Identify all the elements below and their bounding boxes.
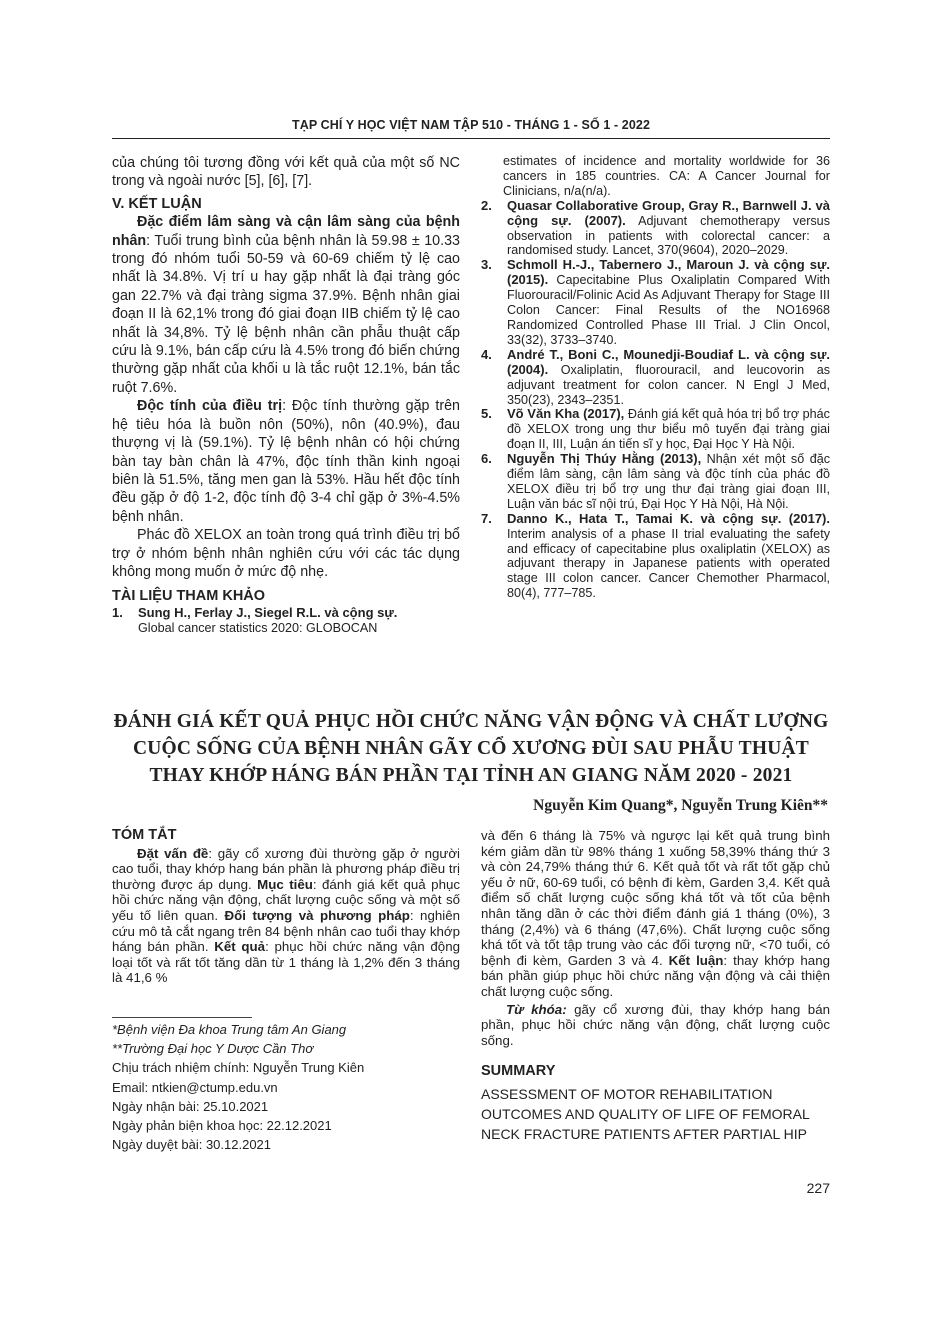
footnotes — [112, 1020, 460, 1154]
abstract-para — [112, 846, 460, 986]
header-rule — [112, 138, 830, 139]
reference-text: Capecitabine Plus Oxaliplatin Compared With Fluorouracil/Folinic Acid As Adjuvant Therapy for Stage III Colon Cancer: Final Results of the NO16968 Randomized Controlled Phase III Trial. J Clin Oncol, 33(32), 3733–3740. — [507, 273, 830, 347]
reference-text: Oxaliplatin, fluorouracil, and leucovorin as adjuvant treatment for colon cancer. N Engl J Med, 350(23), 2343–2351. — [507, 362, 830, 407]
reference-authors: Quasar Collaborative Group, Gray R., Barnwell J. và cộng sự. (2007). — [507, 197, 830, 228]
reference-text: Nhận xét một số đặc điểm lâm sàng, cận lâm sàng và độc tính của phác đồ XELOX điều trị bổ trợ ung thư đại tràng giai đoạn III, Luận văn bác sĩ nội trú, Đại Học Y Hà Nội, Hà Nội. — [507, 452, 830, 511]
reference-number: 1. — [112, 604, 123, 620]
footnote-reviewed: Ngày phản biện khoa học: 22.12.2021 — [112, 1118, 332, 1134]
reference-item — [481, 258, 830, 347]
reference-authors: Nguyễn Thị Thúy Hằng (2013), — [507, 451, 702, 467]
para2-lead: Độc tính của điều trị — [137, 398, 283, 415]
summary-title: ASSESSMENT OF MOTOR REHABILITATION OUTCOMES AND QUALITY OF LIFE OF FEMORAL NECK FRACTURE PATIENTS AFTER PARTIAL HIP — [481, 1086, 810, 1142]
abstract-results-cont: và đến 6 tháng là 75% và ngược lại kết quả trung bình kém giảm dần từ 98% tháng 1 xuống 58,39% tháng thứ 3 và còn 24,79% tháng thứ 6. Kết quả tốt và rất tốt gặp chủ yếu ở nữ, 60-69 tuổi, có bệnh đi kèm, Garden 3,4. Kết quả điểm số chất lượng cuộc sống khá tốt và tốt của bệnh nhân tăng dần ở các thời điểm đánh giá 1 tháng (0%), 3 tháng (2,4%) và 6 tháng (47,6%). Chất lượng cuộc sống khá tốt và tốt tập trung vào các đối tượng nữ, <70 tuổi, có bệnh đi kèm, Garden 3 và 4. — [481, 828, 830, 968]
abstract-label-objective: Mục tiêu — [257, 876, 313, 892]
reference-text: Adjuvant chemotherapy versus observation in patients with colorectal cancer: a randomised study. Lancet, 370(9604), 2020–2029. — [507, 213, 830, 258]
reference-number: 3. — [481, 257, 492, 273]
reference-authors: Võ Văn Kha (2017), — [507, 406, 625, 422]
references-heading: TÀI LIỆU THAM KHẢO — [112, 588, 266, 605]
reference-number: 4. — [481, 346, 492, 362]
continuation-text: của chúng tôi tương đồng với kết quả của một số NC trong và ngoài nước [5], [6], [7]. — [112, 155, 460, 190]
reference-number: 6. — [481, 451, 492, 467]
reference-authors: Schmoll H.-J., Tabernero J., Maroun J. và cộng sự. (2015). — [507, 257, 830, 288]
reference-item — [481, 348, 830, 408]
reference-item — [112, 606, 460, 636]
abstract-label-background: Đặt vấn đề — [137, 845, 209, 861]
abstract-text-methods: : nghiên cứu mô tả cắt ngang trên 84 bệnh nhân cao tuổi thay khớp háng bán phần. — [112, 907, 460, 955]
para2-text: : Độc tính thường gặp trên hệ tiêu hóa là buồn nôn (50%), nôn (40.9%), đau thượng vị là (59.1%). Tỷ lệ bệnh nhân có hội chứng bàn tay bàn chân là 47%, độc tính thần kinh ngoại biên là 51.5%, tăng men gan là 53%. Hầu hết độc tính đều gặp ở độ 1-2, độc tính độ 3-4 chỉ gặp ở 3%-4.5% bệnh nhân. — [112, 398, 461, 525]
reference-text: Global cancer statistics 2020: GLOBOCAN — [138, 620, 378, 635]
reference-item — [481, 407, 830, 452]
abstract-continuation — [481, 828, 830, 1000]
conclusion-para-2 — [112, 397, 460, 526]
abstract-left — [112, 828, 460, 986]
footnote-accepted: Ngày duyệt bài: 30.12.2021 — [112, 1137, 272, 1153]
section-heading-conclusion: V. KẾT LUẬN — [112, 195, 202, 212]
conclusion-para-1 — [112, 213, 460, 397]
footnote-received: Ngày nhận bài: 25.10.2021 — [112, 1098, 269, 1114]
para1-text: : Tuổi trung bình của bệnh nhân là 59.98 ± 10.33 trong đó nhóm tuổi 50-59 và 60-69 chiếm tỷ lệ cao nhất là 34.8%. Vị trí u hay gặp nhất là đại tràng góc gan 22.7% và đại tràng sigma 37.9%. Bệnh nhân giai đoạn II là 62,1% trong đó giai đoạn IIB chiếm tỷ lệ cao nhất là 34,8%. Tỷ lệ bệnh nhân cần phẫu thuật cấp cứu là 9.1%, bán cấp cứu là 4.5% trong đó biến chứng thường gặp nhất của khối u là tắc ruột 12.1%, bán tắc ruột 7.6%. — [112, 232, 460, 396]
footnote-rule — [112, 1017, 252, 1018]
reference-text: Đánh giá kết quả hóa trị bổ trợ phác đồ XELOX trong ung thư biểu mô tuyến đại tràng giai đoạn II, III, Luận án tiến sĩ y học, Đại Học Y Hà Nội. — [507, 407, 830, 452]
journal-header: TẠP CHÍ Y HỌC VIỆT NAM TẬP 510 - THÁNG 1 - SỐ 1 - 2022 — [291, 118, 651, 132]
reference-continuation: estimates of incidence and mortality worldwide for 36 cancers in 185 countries. CA: A Cancer Journal for Clinicians, n/a(n/a). — [503, 154, 830, 198]
conclusion-para-3: Phác đồ XELOX an toàn trong quá trình điều trị bổ trợ ở nhóm bệnh nhân nghiên cứu với các tác dụng không mong muốn ở mức độ nhẹ. — [112, 527, 460, 580]
article-title: ĐÁNH GIÁ KẾT QUẢ PHỤC HỒI CHỨC NĂNG VẬN ĐỘNG VÀ CHẤT LƯỢNG CUỘC SỐNG CỦA BỆNH NHÂN GÃY CỔ XƯƠNG ĐÙI SAU PHẪU THUẬT THAY KHỚP HÁNG BÁN PHẦN TẠI TỈNH AN GIANG NĂM 2020 - 2021 — [113, 711, 829, 786]
abstract-heading: TÓM TẮT — [112, 827, 177, 843]
abstract-text-background: : gãy cổ xương đùi thường gặp ở người cao tuổi, thay khớp hang bán phần là phương pháp điều trị thường được áp dụng. — [112, 845, 460, 892]
right-column-top — [481, 154, 830, 601]
article-authors: Nguyễn Kim Quang*, Nguyễn Trung Kiên** — [533, 797, 828, 814]
reference-item — [481, 452, 830, 512]
page-number: 227 — [806, 1180, 830, 1196]
footnote-email: Email: ntkien@ctump.edu.vn — [112, 1079, 278, 1095]
keywords-label: Từ khóa: — [506, 1001, 567, 1017]
abstract-label-conclusion: Kết luận — [668, 952, 724, 968]
footnote-corresponding: Chịu trách nhiệm chính: Nguyễn Trung Kiên — [112, 1060, 365, 1076]
reference-number: 5. — [481, 406, 492, 422]
abstract-text-results: : phục hồi chức năng vận động loại tốt và rất tốt tăng dần từ 1 tháng là 1,2% đến 3 tháng là 41,6 % — [112, 939, 460, 986]
left-column-top — [112, 154, 460, 636]
abstract-label-results: Kết quả — [214, 939, 266, 955]
reference-authors: André T., Boni C., Mounedji-Boudiaf L. và cộng sự. (2004). — [507, 346, 830, 377]
abstract-right — [481, 828, 830, 1048]
keywords-text: gãy cổ xương đùi, thay khớp hang bán phần, phục hồi chức năng vận động, chất lượng cuộc sống. — [481, 1001, 830, 1048]
footnote-affiliation-1: *Bệnh viện Đa khoa Trung tâm An Giang — [112, 1022, 347, 1037]
abstract-label-methods: Đối tượng và phương pháp — [224, 907, 410, 923]
summary-heading: SUMMARY — [481, 1063, 556, 1079]
footnote-affiliation-2: **Trường Đại học Y Dược Cần Thơ — [112, 1041, 314, 1057]
references-list — [481, 199, 830, 601]
reference-item — [481, 512, 830, 601]
reference-authors: Sung H., Ferlay J., Siegel R.L. và cộng sự. — [138, 604, 398, 620]
reference-item — [481, 199, 830, 259]
abstract-text-conclusion: : thay khớp hang bán phần giúp phục hồi chức năng vận động và cải thiện chất lượng cuộc sống. — [481, 952, 830, 999]
keywords — [481, 1002, 830, 1049]
reference-authors: Danno K., Hata T., Tamai K. và cộng sự. (2017). — [507, 510, 830, 526]
abstract-text-objective: : đánh giá kết quả phục hồi chức năng vận động, chất lượng cuộc sống và một số yếu tố liên quan. — [112, 876, 461, 923]
para1-lead: Đặc điểm lâm sàng và cận lâm sàng của bệnh nhân — [112, 214, 460, 249]
reference-number: 2. — [481, 197, 492, 213]
reference-text: Interim analysis of a phase II trial evaluating the safety and efficacy of capecitabine plus oxaliplatin (XELOX) as adjuvant therapy in Japanese patients with operated stage III colon cancer. Cancer Chemother Pharmacol, 80(4), 777–785. — [507, 526, 830, 601]
reference-number: 7. — [481, 510, 492, 526]
